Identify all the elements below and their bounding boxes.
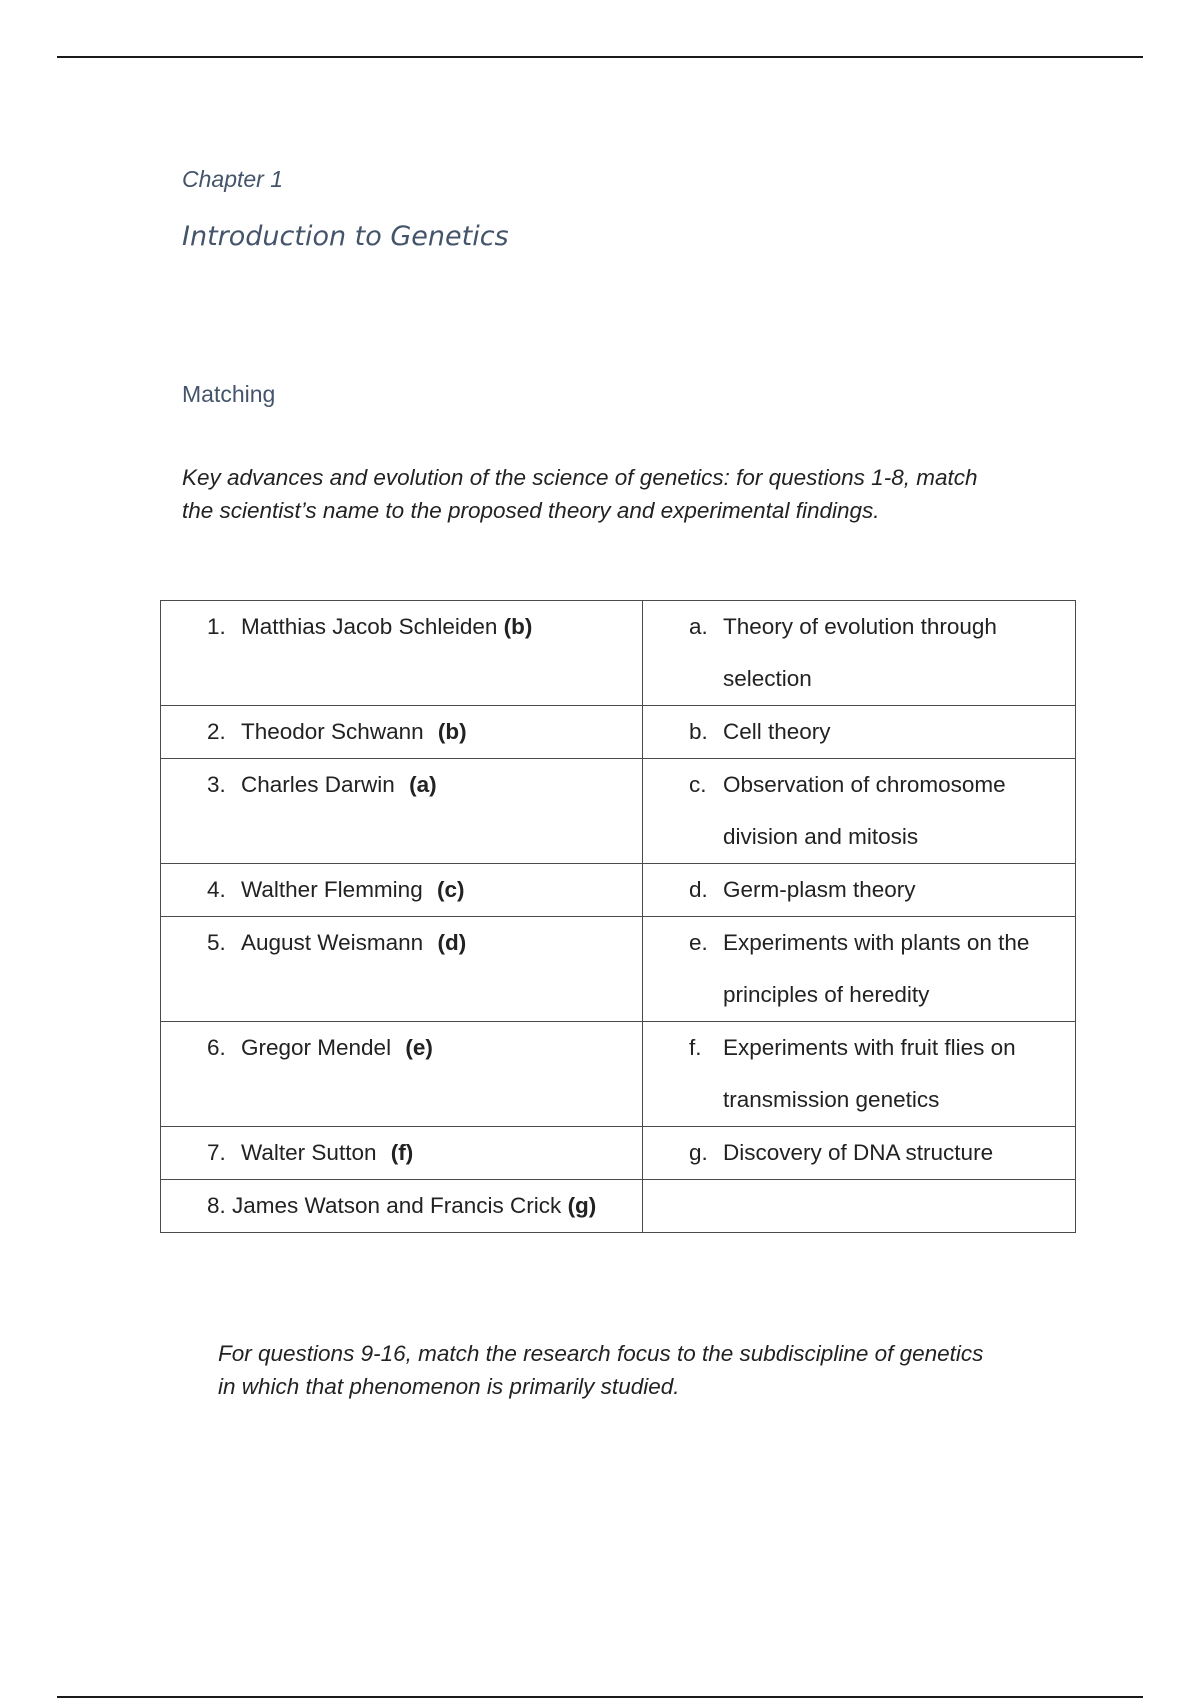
matching-table <box>160 600 1076 1233</box>
item-number: 1. <box>207 614 226 639</box>
theory-cell-empty <box>643 1180 1076 1233</box>
scientist-name: Walther Flemming <box>241 877 423 902</box>
answer-letter: (c) <box>436 877 465 902</box>
table-row <box>161 1127 1076 1180</box>
scientist-cell <box>161 1127 643 1180</box>
option-letter: d. <box>689 877 708 902</box>
scientist-name: Theodor Schwann <box>241 719 424 744</box>
answer-letter: (b) <box>437 719 467 744</box>
theory-cell <box>643 1022 1076 1127</box>
scientist-cell <box>161 917 643 1022</box>
theory-cell <box>643 706 1076 759</box>
answer-letter: (f) <box>390 1140 414 1165</box>
theory-cell <box>643 759 1076 864</box>
scientist-cell <box>161 1022 643 1127</box>
instructions-line: Key advances and evolution of the science of genetics: for questions 1-8, match <box>182 465 978 490</box>
scientist-name: Gregor Mendel <box>241 1035 392 1060</box>
scientist-cell <box>161 601 643 706</box>
option-letter: g. <box>689 1140 708 1165</box>
table-row <box>161 1180 1076 1233</box>
instructions-line: in which that phenomenon is primarily studied. <box>218 1374 680 1399</box>
theory-cell <box>643 1127 1076 1180</box>
chapter-label: Chapter 1 <box>182 166 284 192</box>
instructions-questions-1-8 <box>182 461 977 527</box>
item-number: 5. <box>207 930 226 955</box>
theory-text: Experiments with plants on the principles of heredity <box>723 930 1030 1007</box>
table-row <box>161 864 1076 917</box>
option-letter: a. <box>689 614 708 639</box>
item-number: 6. <box>207 1035 226 1060</box>
theory-cell <box>643 601 1076 706</box>
theory-text: Experiments with fruit flies on transmission genetics <box>723 1035 1016 1112</box>
answer-letter: (e) <box>405 1035 433 1060</box>
item-number: 8. <box>207 1193 226 1218</box>
scientist-name: Charles Darwin <box>241 772 395 797</box>
scientist-name: Walter Sutton <box>241 1140 377 1165</box>
option-letter: b. <box>689 719 708 744</box>
item-number: 2. <box>207 719 226 744</box>
table-row <box>161 759 1076 864</box>
section-heading: Matching <box>182 381 276 407</box>
answer-letter: (b) <box>503 614 533 639</box>
instructions-line: the scientist’s name to the proposed theory and experimental findings. <box>182 498 880 523</box>
theory-text: Discovery of DNA structure <box>723 1140 994 1165</box>
theory-text: Germ-plasm theory <box>723 877 916 902</box>
item-number: 7. <box>207 1140 226 1165</box>
instructions-questions-9-16 <box>218 1337 983 1403</box>
chapter-title: Introduction to Genetics <box>182 221 509 252</box>
theory-text: Theory of evolution through selection <box>723 614 997 691</box>
scientist-name: August Weismann <box>241 930 424 955</box>
scientist-cell <box>161 706 643 759</box>
item-number: 4. <box>207 877 226 902</box>
answer-letter: (a) <box>409 772 437 797</box>
answer-letter: (g) <box>567 1193 597 1218</box>
option-letter: f. <box>689 1035 702 1060</box>
theory-text: Observation of chromosome division and mitosis <box>723 772 1006 849</box>
table-row <box>161 601 1076 706</box>
table-row <box>161 1022 1076 1127</box>
option-letter: e. <box>689 930 708 955</box>
bottom-rule <box>57 1696 1143 1698</box>
scientist-cell <box>161 864 643 917</box>
scientist-name: James Watson and Francis Crick <box>232 1193 562 1218</box>
scientist-cell <box>161 1180 643 1233</box>
scientist-name: Matthias Jacob Schleiden <box>241 614 498 639</box>
top-rule <box>57 56 1143 58</box>
theory-cell <box>643 864 1076 917</box>
table-row <box>161 917 1076 1022</box>
option-letter: c. <box>689 772 707 797</box>
instructions-line: For questions 9-16, match the research focus to the subdiscipline of genetics <box>218 1341 984 1366</box>
item-number: 3. <box>207 772 226 797</box>
answer-letter: (d) <box>437 930 467 955</box>
theory-text: Cell theory <box>723 719 831 744</box>
scientist-cell <box>161 759 643 864</box>
table-row <box>161 706 1076 759</box>
theory-cell <box>643 917 1076 1022</box>
